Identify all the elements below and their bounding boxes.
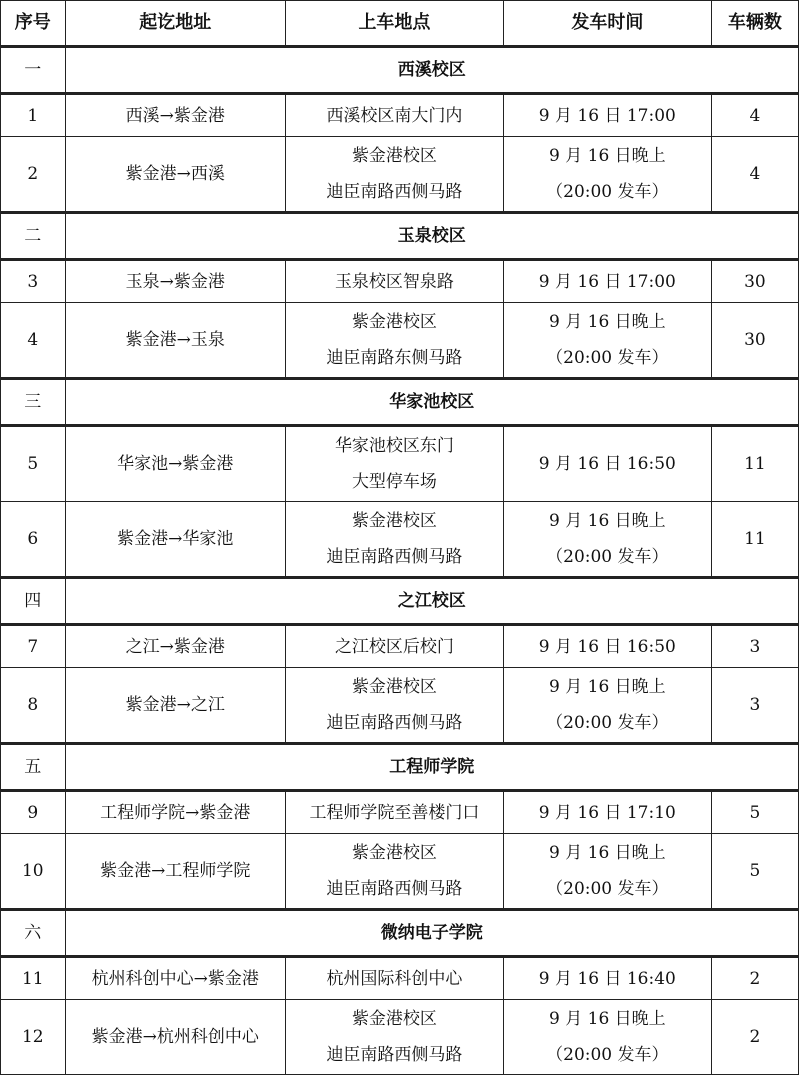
row-time-line: （20:00 发车） (546, 1045, 669, 1065)
table-row (1, 668, 799, 744)
row-route: 紫金港→西溪 (65, 137, 285, 213)
section-title: 华家池校区 (65, 379, 798, 426)
row-time (503, 303, 711, 379)
row-no: 8 (1, 668, 66, 744)
row-no: 1 (1, 94, 66, 137)
row-route: 紫金港→杭州科创中心 (65, 1000, 285, 1075)
section-index: 二 (1, 213, 66, 260)
row-time (503, 94, 711, 137)
row-count: 5 (711, 791, 798, 834)
header-count: 车辆数 (711, 1, 798, 47)
row-time (503, 426, 711, 502)
row-count: 30 (711, 303, 798, 379)
row-time (503, 834, 711, 910)
row-route: 玉泉→紫金港 (65, 260, 285, 303)
row-count: 11 (711, 426, 798, 502)
row-pickup-line: 紫金港校区 (351, 511, 437, 531)
row-no: 11 (1, 957, 66, 1000)
row-count: 2 (711, 1000, 798, 1075)
section-title: 西溪校区 (65, 47, 798, 94)
row-time-line: 9 月 16 日 17:00 (538, 105, 676, 126)
row-time-line: 9 月 16 日晚上 (549, 677, 666, 697)
row-time-line: 9 月 16 日 16:50 (538, 454, 676, 474)
row-time (503, 502, 711, 578)
row-time (503, 625, 711, 668)
row-pickup-line: 之江校区后校门 (334, 636, 454, 657)
table-row (1, 303, 799, 379)
table-row (1, 260, 799, 303)
row-time-line: 9 月 16 日 16:40 (538, 968, 676, 989)
section-title: 之江校区 (65, 578, 798, 625)
row-time-line: 9 月 16 日晚上 (549, 146, 666, 166)
row-time-line: （20:00 发车） (546, 879, 669, 899)
row-count: 3 (711, 625, 798, 668)
row-pickup (286, 625, 504, 668)
row-pickup (286, 834, 504, 910)
row-pickup-line: 迪臣南路西侧马路 (326, 879, 463, 899)
row-time (503, 791, 711, 834)
table-row (1, 791, 799, 834)
row-route: 杭州科创中心→紫金港 (65, 957, 285, 1000)
row-pickup-line: 迪臣南路西侧马路 (326, 547, 463, 567)
table-row (1, 957, 799, 1000)
row-route: 西溪→紫金港 (65, 94, 285, 137)
row-route: 华家池→紫金港 (65, 426, 285, 502)
table-row (1, 834, 799, 910)
table-row (1, 426, 799, 502)
row-pickup (286, 94, 504, 137)
row-pickup-line: 工程师学院至善楼门口 (309, 802, 480, 823)
row-time-line: 9 月 16 日晚上 (549, 511, 666, 531)
row-pickup-line: 紫金港校区 (351, 677, 437, 697)
row-pickup-line: 紫金港校区 (351, 312, 437, 332)
row-pickup (286, 957, 504, 1000)
row-pickup-line: 玉泉校区智泉路 (334, 271, 454, 292)
row-count: 4 (711, 94, 798, 137)
row-route: 紫金港→工程师学院 (65, 834, 285, 910)
row-pickup-line: 迪臣南路西侧马路 (326, 713, 463, 733)
row-pickup-line: 紫金港校区 (351, 843, 437, 863)
row-pickup-line: 迪臣南路西侧马路 (326, 182, 463, 202)
row-route: 紫金港→华家池 (65, 502, 285, 578)
row-route: 之江→紫金港 (65, 625, 285, 668)
row-time-line: 9 月 16 日 17:10 (538, 802, 676, 823)
row-time-line: 9 月 16 日晚上 (549, 843, 666, 863)
row-time-line: （20:00 发车） (546, 182, 669, 202)
header-no: 序号 (1, 1, 66, 47)
row-time-line: 9 月 16 日 17:00 (538, 271, 676, 292)
section-row (1, 578, 799, 625)
row-time (503, 260, 711, 303)
section-title: 工程师学院 (65, 744, 798, 791)
table-row (1, 1000, 799, 1075)
table-row (1, 137, 799, 213)
table-body (1, 47, 799, 1075)
row-time-line: 9 月 16 日晚上 (549, 312, 666, 332)
row-route: 紫金港→之江 (65, 668, 285, 744)
row-count: 30 (711, 260, 798, 303)
row-time (503, 137, 711, 213)
row-no: 9 (1, 791, 66, 834)
row-pickup (286, 426, 504, 502)
row-no: 7 (1, 625, 66, 668)
row-count: 4 (711, 137, 798, 213)
row-count: 11 (711, 502, 798, 578)
row-count: 2 (711, 957, 798, 1000)
section-index: 五 (1, 744, 66, 791)
section-index: 一 (1, 47, 66, 94)
row-no: 12 (1, 1000, 66, 1075)
row-pickup-line: 紫金港校区 (351, 1009, 437, 1029)
row-pickup (286, 791, 504, 834)
section-row (1, 910, 799, 957)
row-pickup-line: 迪臣南路西侧马路 (326, 1045, 463, 1065)
header-row (1, 1, 799, 47)
row-pickup-line: 大型停车场 (351, 472, 437, 492)
section-row (1, 744, 799, 791)
row-no: 6 (1, 502, 66, 578)
row-count: 5 (711, 834, 798, 910)
row-pickup (286, 668, 504, 744)
row-no: 3 (1, 260, 66, 303)
row-route: 紫金港→玉泉 (65, 303, 285, 379)
row-pickup-line: 西溪校区南大门内 (326, 105, 463, 126)
table-row (1, 625, 799, 668)
row-pickup (286, 260, 504, 303)
row-pickup (286, 303, 504, 379)
row-no: 4 (1, 303, 66, 379)
row-pickup-line: 华家池校区东门 (334, 436, 454, 456)
row-no: 5 (1, 426, 66, 502)
row-time (503, 668, 711, 744)
table-row (1, 94, 799, 137)
row-pickup (286, 502, 504, 578)
row-no: 2 (1, 137, 66, 213)
row-time-line: （20:00 发车） (546, 713, 669, 733)
row-time-line: 9 月 16 日 16:50 (538, 636, 676, 657)
header-route: 起讫地址 (65, 1, 285, 47)
row-time (503, 957, 711, 1000)
header-pickup: 上车地点 (286, 1, 504, 47)
table-row (1, 502, 799, 578)
section-index: 六 (1, 910, 66, 957)
row-pickup (286, 1000, 504, 1075)
row-time-line: 9 月 16 日晚上 (549, 1009, 666, 1029)
row-time-line: （20:00 发车） (546, 547, 669, 567)
section-title: 微纳电子学院 (65, 910, 798, 957)
row-pickup-line: 紫金港校区 (351, 146, 437, 166)
row-time-line: （20:00 发车） (546, 348, 669, 368)
row-pickup (286, 137, 504, 213)
row-route: 工程师学院→紫金港 (65, 791, 285, 834)
row-time (503, 1000, 711, 1075)
section-row (1, 379, 799, 426)
section-row (1, 213, 799, 260)
section-title: 玉泉校区 (65, 213, 798, 260)
row-count: 3 (711, 668, 798, 744)
row-pickup-line: 迪臣南路东侧马路 (326, 348, 463, 368)
header-time: 发车时间 (503, 1, 711, 47)
section-row (1, 47, 799, 94)
section-index: 三 (1, 379, 66, 426)
row-pickup-line: 杭州国际科创中心 (326, 968, 463, 989)
section-index: 四 (1, 578, 66, 625)
row-no: 10 (1, 834, 66, 910)
